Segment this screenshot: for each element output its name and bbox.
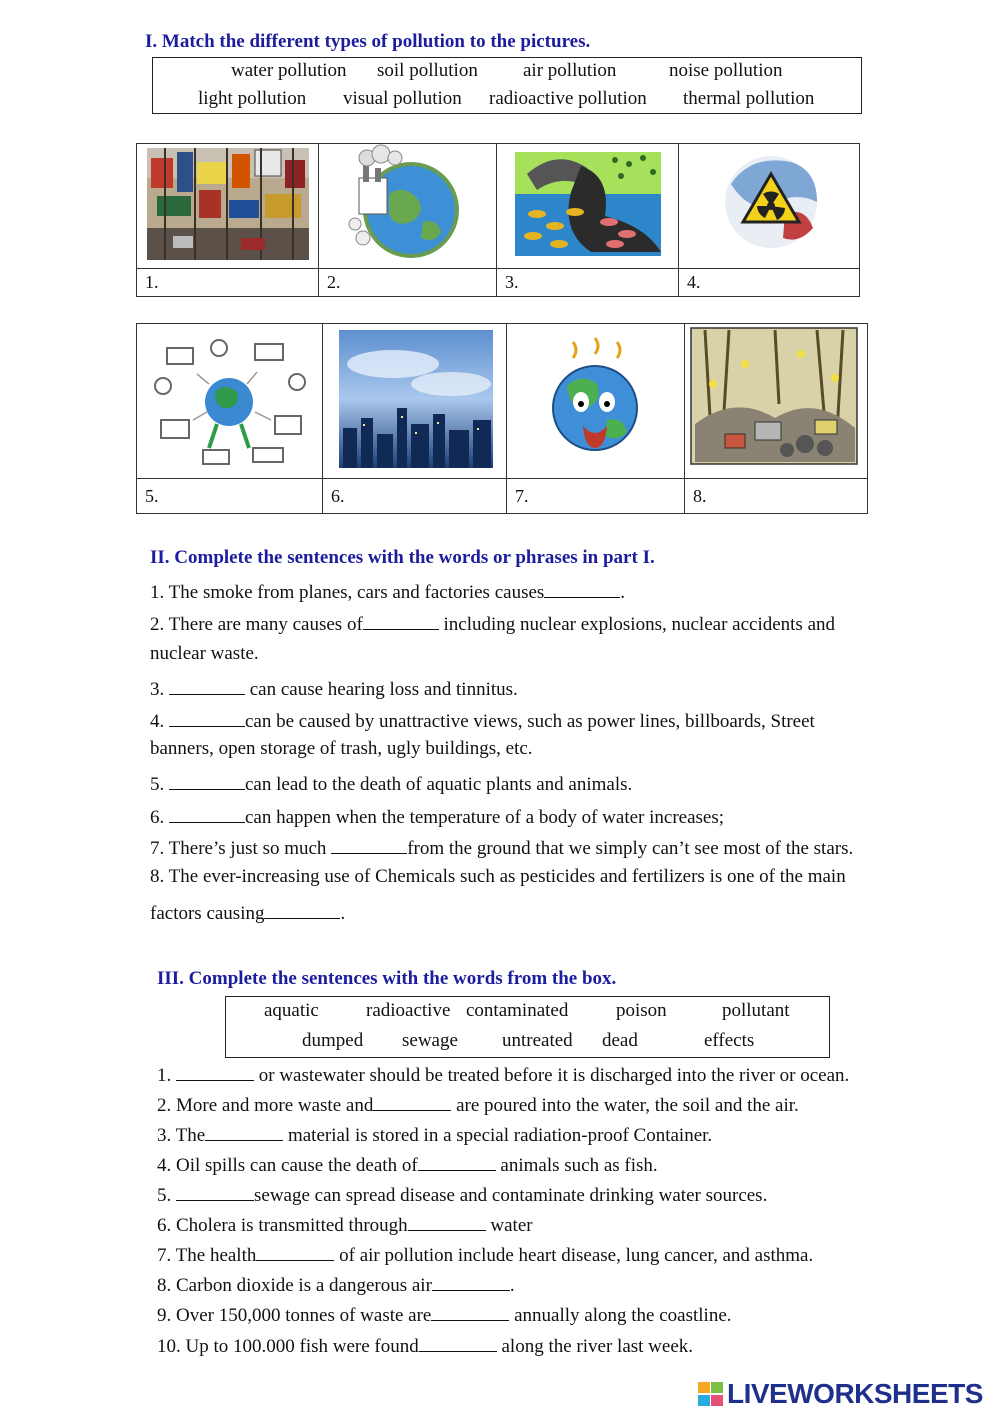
answer-blank[interactable] [205,1121,283,1141]
answer-blank[interactable] [373,1091,451,1111]
picture-number-8: 8. [685,479,868,514]
liveworksheets-logo [698,1378,983,1410]
section3-line-7: 7. The health of air pollution include heart disease, lung cancer, and asthma. [157,1241,813,1267]
section2-heading: II. Complete the sentences with the words or phrases in part I. [150,547,655,568]
answer-blank[interactable] [419,1332,497,1352]
section3-line-6: 6. Cholera is transmitted through water [157,1211,533,1237]
overheated-earth-picture [507,324,685,479]
section3-word-box [225,996,830,1058]
word-untreated: untreated [502,1030,573,1051]
section2-line-3: 3. can cause hearing loss and tinnitus. [150,675,518,701]
picture-grid-row2 [136,323,868,514]
word-water-pollution: water pollution [231,60,347,81]
section3-line-2: 2. More and more waste and are poured into the water, the soil and the air. [157,1091,799,1117]
section2-line-2-cont: nuclear waste. [150,643,259,664]
word-radioactive: radioactive [366,1000,451,1021]
section1-heading: I. Match the different types of pollution to the pictures. [145,31,591,52]
noisy-vehicles-globe-picture [137,324,323,479]
billboards-street-picture [137,144,319,269]
section2-line-4-cont: banners, open storage of trash, ugly buildings, etc. [150,738,533,759]
word-effects: effects [704,1030,755,1051]
answer-blank[interactable] [432,1271,510,1291]
answer-blank[interactable] [169,675,245,695]
section2-line-8: 8. The ever-increasing use of Chemicals such as pesticides and fertilizers is one of the main [150,866,846,887]
section2-line-5: 5. can lead to the death of aquatic plants and animals. [150,770,632,796]
word-visual-pollution: visual pollution [343,88,462,109]
word-sewage: sewage [402,1030,458,1051]
picture-number-1: 1. [137,269,319,297]
city-lights-sky-picture [323,324,507,479]
answer-blank[interactable] [264,899,340,919]
section2-line-8-cont: factors causing . [150,899,345,925]
answer-blank[interactable] [544,578,620,598]
picture-number-6: 6. [323,479,507,514]
word-soil-pollution: soil pollution [377,60,478,81]
radioactive-globe-picture [679,144,860,269]
picture-number-2: 2. [319,269,497,297]
liveworksheets-logo-icon [698,1380,724,1408]
section3-line-10: 10. Up to 100.000 fish were found along the river last week. [157,1332,693,1358]
section3-heading: III. Complete the sentences with the words from the box. [157,968,617,989]
section2-line-6: 6. can happen when the temperature of a body of water increases; [150,803,724,829]
answer-blank[interactable] [331,834,407,854]
word-radioactive-pollution: radioactive pollution [489,88,647,109]
picture-number-7: 7. [507,479,685,514]
trash-dump-forest-picture [685,324,868,479]
word-air-pollution: air pollution [523,60,617,81]
word-light-pollution: light pollution [198,88,307,109]
answer-blank[interactable] [169,803,245,823]
section1-word-box [152,57,862,114]
answer-blank[interactable] [431,1301,509,1321]
word-dead: dead [602,1030,638,1051]
section2-line-2: 2. There are many causes of including nuclear explosions, nuclear accidents and [150,610,835,636]
picture-number-5: 5. [137,479,323,514]
section3-line-9: 9. Over 150,000 tonnes of waste are annually along the coastline. [157,1301,732,1327]
sewage-pipe-fish-picture [497,144,679,269]
word-contaminated: contaminated [466,1000,569,1021]
word-noise-pollution: noise pollution [669,60,783,81]
answer-blank[interactable] [169,770,245,790]
polluting-factory-globe-picture [319,144,497,269]
section3-line-4: 4. Oil spills can cause the death of animals such as fish. [157,1151,658,1177]
answer-blank[interactable] [408,1211,486,1231]
answer-blank[interactable] [169,707,245,727]
liveworksheets-logo-text: LIVEWORKSHEETS [727,1378,983,1409]
answer-blank[interactable] [256,1241,334,1261]
word-thermal-pollution: thermal pollution [683,88,815,109]
word-pollutant: pollutant [722,1000,790,1021]
section3-line-5: 5. sewage can spread disease and contaminate drinking water sources. [157,1181,767,1207]
word-aquatic: aquatic [264,1000,319,1021]
section2-line-7: 7. There’s just so much from the ground that we simply can’t see most of the stars. [150,834,853,860]
section3-line-1: 1. or wastewater should be treated before it is discharged into the river or ocean. [157,1061,849,1087]
section2-line-1: 1. The smoke from planes, cars and factories causes . [150,578,625,604]
picture-grid-row1 [136,143,860,297]
word-poison: poison [616,1000,667,1021]
answer-blank[interactable] [363,610,439,630]
section3-line-8: 8. Carbon dioxide is a dangerous air . [157,1271,515,1297]
picture-number-4: 4. [679,269,860,297]
word-dumped: dumped [302,1030,364,1051]
answer-blank[interactable] [176,1061,254,1081]
picture-number-3: 3. [497,269,679,297]
answer-blank[interactable] [176,1181,254,1201]
answer-blank[interactable] [418,1151,496,1171]
section2-line-4: 4. can be caused by unattractive views, such as power lines, billboards, Street [150,707,815,733]
section3-line-3: 3. The material is stored in a special radiation-proof Container. [157,1121,712,1147]
